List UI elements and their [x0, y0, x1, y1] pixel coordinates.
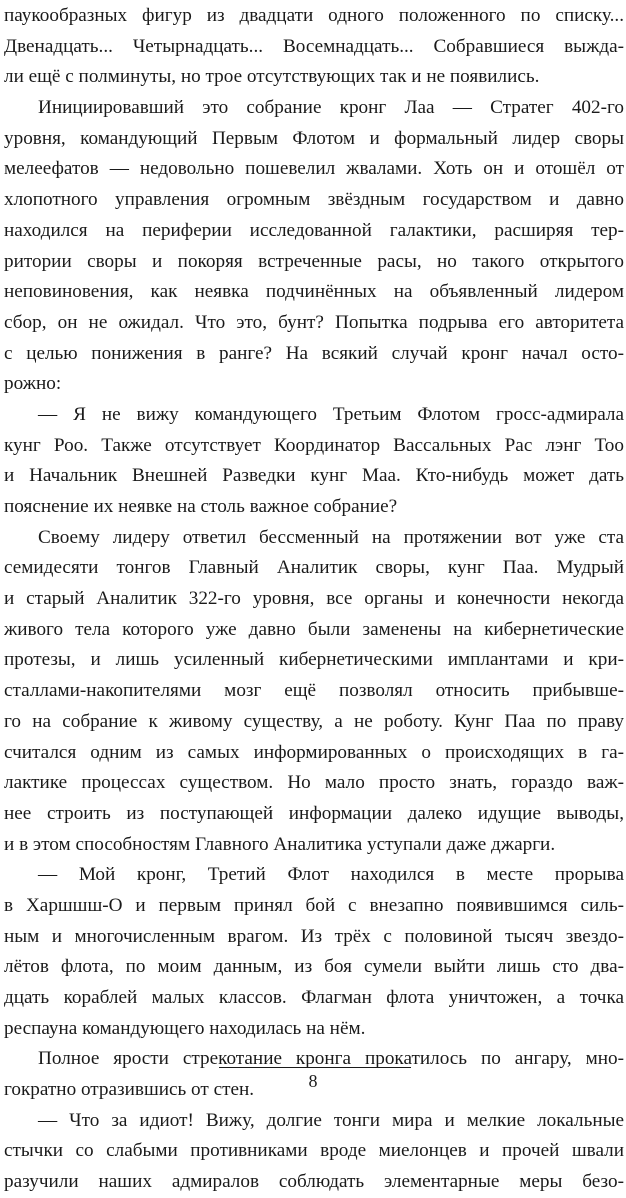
text-line: и в этом способностям Главного Аналитика уступали даже джарги.: [4, 833, 556, 855]
text-line: с целью понижения в ранге? На всякий случай кронг начал осто-: [4, 342, 624, 364]
text-line: го на собрание к живому существу, а не роботу. Кунг Паа по праву: [4, 710, 624, 732]
text-line: дцать кораблей малых классов. Флагман флота уничтожен, а точка: [4, 987, 624, 1008]
text-line: неповиновения, как неявка подчинённых на объявленный лидером: [4, 281, 624, 303]
text-line: уровня, командующий Первым Флотом и формальный лидер своры: [4, 127, 624, 149]
text-line: ным и многочисленным врагом. Из трёх с половиной тысяч звездо-: [4, 925, 624, 947]
text-line: лётов флота, по моим данным, из боя сумели выйти лишь сто два-: [4, 956, 624, 978]
text-line: респауна командующего находилась на нём.: [4, 1017, 366, 1039]
text-line: рожно:: [4, 373, 62, 395]
text-line: живого тела которого уже давно были заменены на кибернетические: [4, 618, 624, 640]
text-line: протезы, и лишь усиленный кибернетическими имплантами и кри-: [4, 649, 624, 671]
text-line: в Харшшш-О и первым принял бой с внезапно появившимся силь-: [4, 894, 624, 916]
text-line: стычки со слабыми противниками вроде миелонцев и прочей швали: [4, 1140, 624, 1162]
text-line: считался одним из самых информированных о происходящих в га-: [4, 741, 624, 763]
text-line: паукообразных фигур из двадцати одного положенного по списку...: [4, 5, 624, 26]
text-line: и старый Аналитик 322-го уровня, все органы и конечности некогда: [4, 588, 624, 610]
text-line: Своему лидеру ответил бессменный на протяжении вот уже ста: [38, 526, 624, 548]
text-line: кунг Роо. Также отсутствует Координатор Вассальных Рас лэнг Тоо: [4, 434, 624, 456]
text-line: разучили наших адмиралов соблюдать элементарные меры безо-: [4, 1171, 624, 1193]
text-line: ли ещё с полминуты, но трое отсутствующих так и не появились.: [4, 66, 540, 88]
text-line: нее строить из поступающей информации далеко идущие выводы,: [4, 802, 624, 824]
text-line: гократно отразившись от стен.: [4, 1079, 255, 1101]
text-line: сталлами-накопителями мозг ещё позволял относить прибывше-: [4, 680, 624, 702]
text-line: лактике процессах существом. Но мало просто знать, гораздо важ-: [4, 772, 624, 794]
text-line: сбор, он не ожидал. Что это, бунт? Попытка подрыва его авторитета: [4, 311, 624, 333]
text-line: пояснение их неявке на столь важное собрание?: [4, 496, 398, 517]
text-line: Полное ярости стрекотание кронга прокатилось по ангару, мно-: [38, 1048, 624, 1070]
footer-rule: [219, 1067, 411, 1068]
text-line: Инициировавший это собрание кронг Лаа — Стратег 402-го: [38, 97, 624, 119]
page-number: 8: [308, 1071, 318, 1091]
text-line: находился на периферии исследованной галактики, расширяя тер-: [4, 219, 624, 241]
body-text: [4, 1, 624, 1198]
text-line: хлопотного управления огромным звёздным государством и давно: [4, 189, 624, 211]
text-line: — Я не вижу командующего Третьим Флотом гросс-адмирала: [38, 403, 624, 425]
text-line: — Что за идиот! Вижу, долгие тонги мира и мелкие локальные: [38, 1109, 624, 1131]
text-line: — Мой кронг, Третий Флот находился в месте прорыва: [38, 864, 624, 886]
text-line: ритории своры и покоряя встреченные расы, но такого открытого: [4, 250, 624, 272]
text-line: и Начальник Внешней Разведки кунг Маа. Кто-нибудь может дать: [4, 465, 624, 487]
text-line: семидесяти тонгов Главный Аналитик своры, кунг Паа. Мудрый: [4, 557, 624, 579]
text-line: мелеефатов — недовольно пошевелил жвалами. Хоть он и отошёл от: [4, 158, 624, 180]
text-line: Двенадцать... Четырнадцать... Восемнадцать... Собравшиеся выжда-: [4, 35, 624, 57]
